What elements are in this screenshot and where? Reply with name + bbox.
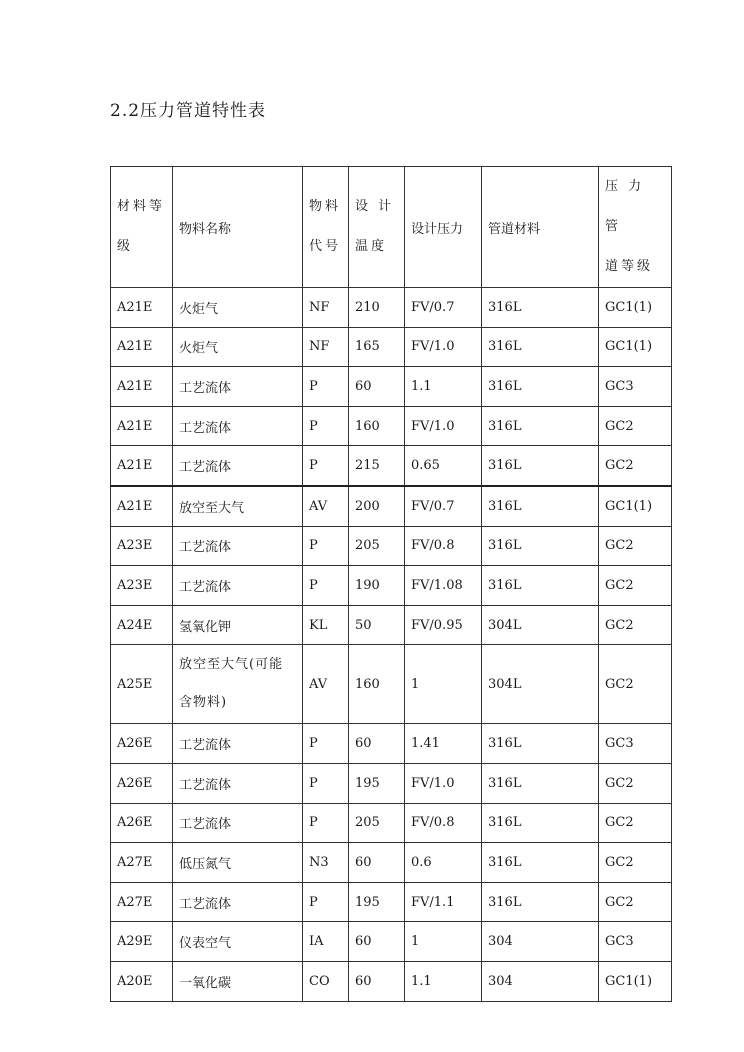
cell-pressure-class: GC2 — [599, 406, 672, 446]
cell-material-grade: A27E — [111, 843, 173, 883]
cell-design-temp: 60 — [349, 961, 405, 1001]
cell-design-pressure: FV/1.08 — [405, 566, 482, 606]
cell-pipe-material: 316L — [482, 446, 599, 486]
cell-material-name: 工艺流体 — [173, 882, 303, 922]
cell-material-name: 一氧化碳 — [173, 961, 303, 1001]
cell-design-temp: 60 — [349, 367, 405, 407]
cell-pipe-material: 316L — [482, 327, 599, 367]
cell-material-grade: A21E — [111, 446, 173, 486]
cell-pressure-class: GC2 — [599, 446, 672, 486]
cell-material-grade: A27E — [111, 882, 173, 922]
cell-material-name: 工艺流体 — [173, 446, 303, 486]
cell-pipe-material: 316L — [482, 763, 599, 803]
cell-design-temp: 195 — [349, 763, 405, 803]
cell-pipe-material: 304L — [482, 645, 599, 724]
cell-pressure-class: GC1(1) — [599, 961, 672, 1001]
table-row — [111, 961, 672, 1001]
cell-material-grade: A21E — [111, 486, 173, 526]
cell-material-code: NF — [303, 327, 349, 367]
pipeline-spec-table — [110, 166, 672, 1002]
cell-pressure-class: GC2 — [599, 763, 672, 803]
cell-design-pressure: 1.41 — [405, 724, 482, 764]
cell-design-pressure: FV/0.95 — [405, 605, 482, 645]
cell-material-grade: A21E — [111, 288, 173, 328]
cell-material-code: AV — [303, 486, 349, 526]
cell-design-pressure: FV/0.8 — [405, 526, 482, 566]
table-header-row — [111, 167, 672, 288]
cell-material-grade: A26E — [111, 763, 173, 803]
cell-material-grade: A21E — [111, 327, 173, 367]
header-pressure-class: 压 力 管 道等级 — [599, 167, 672, 288]
cell-design-temp: 205 — [349, 803, 405, 843]
table-row — [111, 288, 672, 328]
cell-material-grade: A20E — [111, 961, 173, 1001]
cell-material-code: P — [303, 724, 349, 764]
cell-design-pressure: 0.65 — [405, 446, 482, 486]
header-material-code: 物料 代号 — [303, 167, 349, 288]
header-material-grade: 材料等 级 — [111, 167, 173, 288]
cell-design-temp: 200 — [349, 486, 405, 526]
cell-material-code: P — [303, 803, 349, 843]
cell-design-temp: 205 — [349, 526, 405, 566]
cell-material-code: P — [303, 882, 349, 922]
header-material-name: 物料名称 — [173, 167, 303, 288]
cell-material-grade: A21E — [111, 367, 173, 407]
table-row — [111, 724, 672, 764]
cell-pipe-material: 316L — [482, 486, 599, 526]
cell-material-name: 放空至大气(可能含物料) — [173, 645, 303, 724]
cell-material-grade: A23E — [111, 566, 173, 606]
cell-design-temp: 60 — [349, 922, 405, 962]
cell-material-grade: A25E — [111, 645, 173, 724]
cell-design-pressure: FV/1.0 — [405, 406, 482, 446]
cell-pipe-material: 304L — [482, 605, 599, 645]
cell-material-name: 工艺流体 — [173, 803, 303, 843]
cell-pressure-class: GC2 — [599, 605, 672, 645]
cell-design-temp: 160 — [349, 406, 405, 446]
cell-design-pressure: 0.6 — [405, 843, 482, 883]
cell-material-code: P — [303, 446, 349, 486]
table-row — [111, 922, 672, 962]
section-heading: 2.2压力管道特性表 — [110, 101, 267, 121]
cell-design-temp: 165 — [349, 327, 405, 367]
cell-design-pressure: FV/0.8 — [405, 803, 482, 843]
cell-material-grade: A26E — [111, 803, 173, 843]
cell-material-code: NF — [303, 288, 349, 328]
cell-design-temp: 60 — [349, 724, 405, 764]
cell-pressure-class: GC1(1) — [599, 327, 672, 367]
table-row — [111, 882, 672, 922]
header-design-temp: 设 计 温度 — [349, 167, 405, 288]
table-row — [111, 843, 672, 883]
table-row — [111, 406, 672, 446]
cell-design-pressure: 1.1 — [405, 367, 482, 407]
table-row — [111, 367, 672, 407]
cell-pressure-class: GC2 — [599, 803, 672, 843]
cell-pressure-class: GC1(1) — [599, 486, 672, 526]
cell-material-name: 火炬气 — [173, 288, 303, 328]
cell-pipe-material: 316L — [482, 882, 599, 922]
cell-material-grade: A29E — [111, 922, 173, 962]
cell-material-grade: A23E — [111, 526, 173, 566]
cell-design-pressure: 1 — [405, 922, 482, 962]
cell-design-pressure: FV/0.7 — [405, 486, 482, 526]
cell-material-name: 火炬气 — [173, 327, 303, 367]
cell-material-name: 放空至大气 — [173, 486, 303, 526]
cell-pipe-material: 316L — [482, 724, 599, 764]
cell-pressure-class: GC2 — [599, 843, 672, 883]
table-row — [111, 605, 672, 645]
cell-material-code: P — [303, 367, 349, 407]
cell-material-name: 工艺流体 — [173, 526, 303, 566]
cell-material-code: P — [303, 763, 349, 803]
cell-design-pressure: FV/1.1 — [405, 882, 482, 922]
cell-design-temp: 60 — [349, 843, 405, 883]
cell-pipe-material: 316L — [482, 526, 599, 566]
cell-pressure-class: GC1(1) — [599, 288, 672, 328]
cell-material-code: KL — [303, 605, 349, 645]
cell-pressure-class: GC2 — [599, 566, 672, 606]
cell-material-name: 工艺流体 — [173, 724, 303, 764]
cell-design-temp: 195 — [349, 882, 405, 922]
cell-design-temp: 160 — [349, 645, 405, 724]
cell-pipe-material: 316L — [482, 288, 599, 328]
cell-design-pressure: 1.1 — [405, 961, 482, 1001]
cell-design-temp: 210 — [349, 288, 405, 328]
cell-material-name: 低压氮气 — [173, 843, 303, 883]
cell-design-temp: 190 — [349, 566, 405, 606]
cell-material-code: P — [303, 526, 349, 566]
table-row — [111, 327, 672, 367]
cell-pipe-material: 316L — [482, 406, 599, 446]
cell-material-grade: A21E — [111, 406, 173, 446]
table-row — [111, 526, 672, 566]
cell-design-pressure: FV/0.7 — [405, 288, 482, 328]
cell-pipe-material: 316L — [482, 367, 599, 407]
cell-pipe-material: 304 — [482, 961, 599, 1001]
cell-pressure-class: GC2 — [599, 526, 672, 566]
cell-design-temp: 50 — [349, 605, 405, 645]
cell-material-grade: A26E — [111, 724, 173, 764]
cell-pressure-class: GC2 — [599, 882, 672, 922]
cell-material-name: 氢氧化钾 — [173, 605, 303, 645]
cell-material-grade: A24E — [111, 605, 173, 645]
cell-material-code: AV — [303, 645, 349, 724]
header-pipe-material: 管道材料 — [482, 167, 599, 288]
cell-pressure-class: GC3 — [599, 724, 672, 764]
cell-material-name: 工艺流体 — [173, 763, 303, 803]
cell-material-name: 工艺流体 — [173, 406, 303, 446]
table-row — [111, 803, 672, 843]
cell-pipe-material: 316L — [482, 803, 599, 843]
cell-material-code: CO — [303, 961, 349, 1001]
cell-design-pressure: FV/1.0 — [405, 763, 482, 803]
table-row — [111, 486, 672, 526]
cell-material-code: IA — [303, 922, 349, 962]
cell-pressure-class: GC2 — [599, 645, 672, 724]
cell-design-temp: 215 — [349, 446, 405, 486]
table-row — [111, 645, 672, 724]
header-design-pressure: 设计压力 — [405, 167, 482, 288]
cell-pressure-class: GC3 — [599, 922, 672, 962]
cell-design-pressure: FV/1.0 — [405, 327, 482, 367]
cell-pipe-material: 316L — [482, 566, 599, 606]
table-row — [111, 566, 672, 606]
cell-design-pressure: 1 — [405, 645, 482, 724]
cell-material-name: 工艺流体 — [173, 566, 303, 606]
cell-pressure-class: GC3 — [599, 367, 672, 407]
cell-material-code: P — [303, 406, 349, 446]
cell-material-name: 仪表空气 — [173, 922, 303, 962]
cell-pipe-material: 316L — [482, 843, 599, 883]
table-row — [111, 446, 672, 486]
table-row — [111, 763, 672, 803]
cell-material-name: 工艺流体 — [173, 367, 303, 407]
cell-material-code: N3 — [303, 843, 349, 883]
cell-material-code: P — [303, 566, 349, 606]
cell-pipe-material: 304 — [482, 922, 599, 962]
